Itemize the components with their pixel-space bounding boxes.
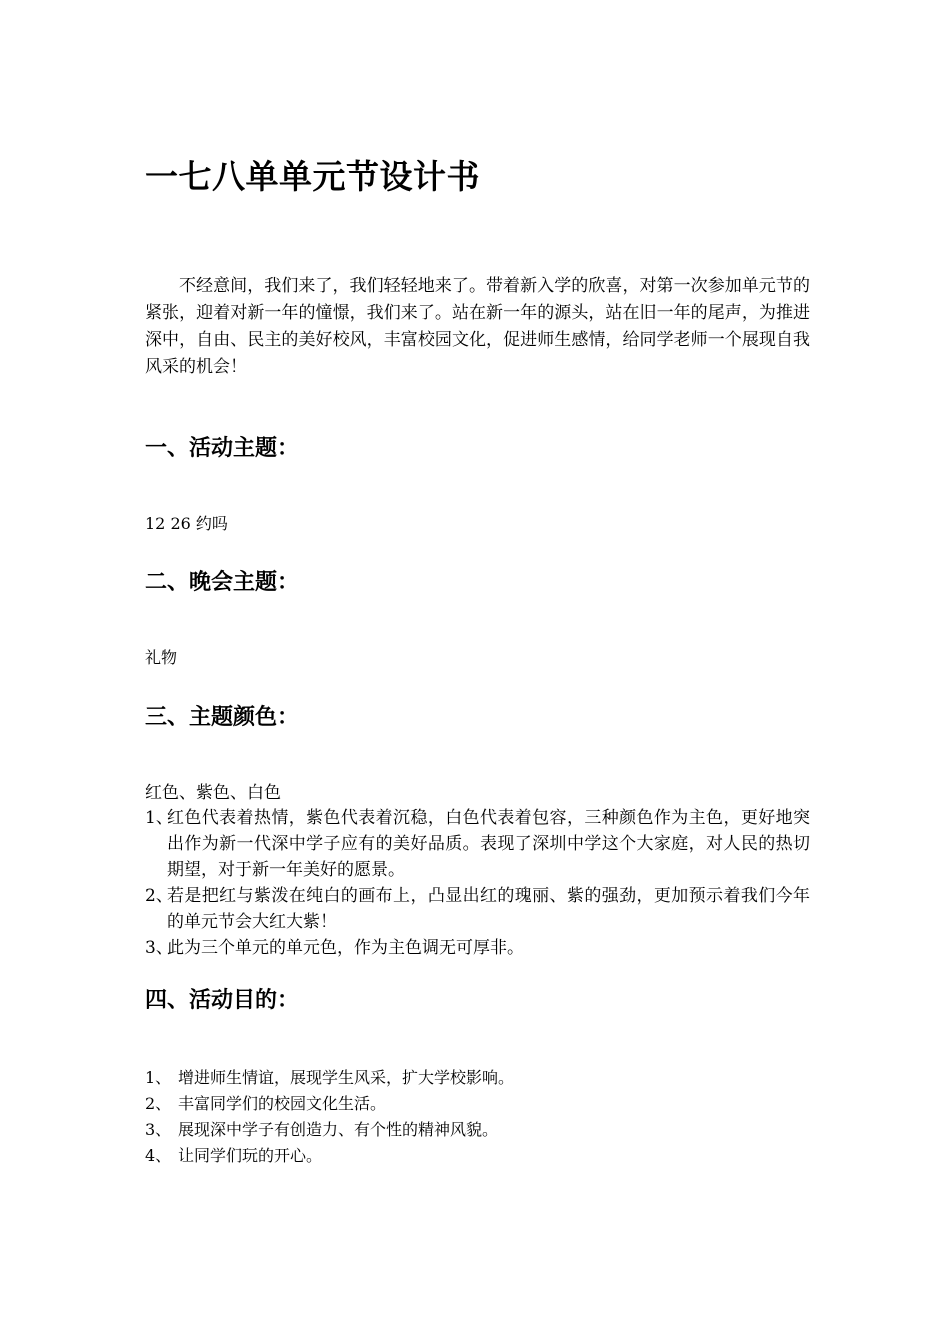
list-item-number: 1、 [145,1068,172,1087]
theme-colors-text: 红色、紫色、白色 [145,783,281,803]
list-item-text: 红色代表着热情，紫色代表着沉稳，白色代表着包容，三种颜色作为主色，更好地突出作为新一代深中学子应有的美好品质。表现了深圳中学这个大家庭，对人民的热切期望，对于新一年美好的愿景。 [167,808,810,880]
list-item [145,1091,514,1117]
list-item [145,883,810,935]
list-item [145,805,810,883]
list-item-text: 展现深中学子有创造力、有个性的精神风貌。 [178,1120,499,1139]
list-item-number: 2、 [145,886,173,906]
party-theme-text: 礼物 [145,648,178,667]
list-item [145,935,810,961]
list-item-number: 2、 [145,1094,172,1113]
list-item-text: 让同学们玩的开心。 [178,1146,323,1165]
list-item [145,1117,514,1143]
list-item [145,1143,514,1169]
section-heading-activity-theme: 一、活动主题： [145,436,300,461]
theme-colors-list [145,805,810,961]
document-title: 一七八单单元节设计书 [145,157,480,196]
list-item-number: 4、 [145,1146,172,1165]
list-item-text: 若是把红与紫泼在纯白的画布上，凸显出红的瑰丽、紫的强劲，更加预示着我们今年的单元节会大红大紫！ [167,886,810,932]
list-item [145,1065,514,1091]
section-heading-activity-goals: 四、活动目的： [145,988,300,1013]
list-item-number: 3、 [145,1120,172,1139]
section-heading-theme-colors: 三、主题颜色： [145,705,300,730]
activity-goals-list [145,1065,514,1169]
list-item-text: 此为三个单元的单元色，作为主色调无可厚非。 [167,938,524,958]
intro-paragraph: 不经意间，我们来了，我们轻轻地来了。带着新入学的欣喜，对第一次参加单元节的紧张，迎着对新一年的憧憬，我们来了。站在新一年的源头，站在旧一年的尾声，为推进深中，自由、民主的美好校风，丰富校园文化，促进师生感情，给同学老师一个展现自我风采的机会！ [145,276,810,377]
list-item-text: 丰富同学们的校园文化生活。 [178,1094,387,1113]
list-item-number: 3、 [145,938,173,958]
section-heading-party-theme: 二、晚会主题： [145,570,300,595]
activity-theme-text: 12 26 约吗 [145,514,228,533]
list-item-text: 增进师生情谊，展现学生风采，扩大学校影响。 [178,1068,515,1087]
list-item-number: 1、 [145,808,173,828]
